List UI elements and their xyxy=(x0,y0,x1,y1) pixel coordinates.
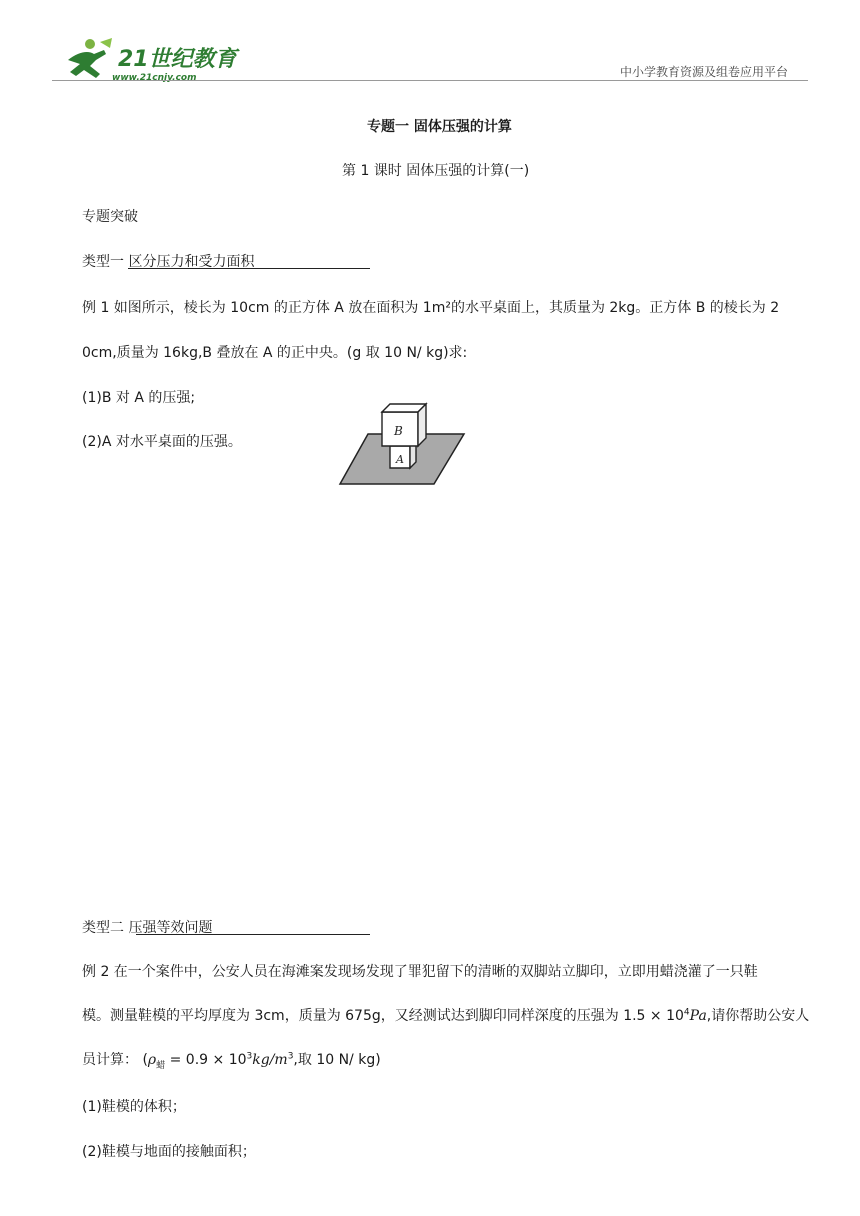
type2-heading: 类型二 压强等效问题 xyxy=(82,920,213,936)
runner-icon xyxy=(68,38,112,78)
logo-url: www.21cnjy.com xyxy=(112,73,197,83)
example1-question1: (1)B 对 A 的压强; xyxy=(82,390,196,406)
cube-b xyxy=(382,404,426,446)
example2-line2-text: 模。测量鞋模的平均厚度为 3cm，质量为 675g，又经测试达到脚印同样深度的压强为 1.5 × 10 xyxy=(82,1008,684,1024)
header-right-text: 中小学教育资源及组卷应用平台 xyxy=(620,65,789,79)
example2-question1: (1)鞋模的体积； xyxy=(82,1099,186,1115)
rho-symbol: ρ xyxy=(147,1052,157,1068)
cubes-figure xyxy=(338,400,468,488)
example1-line1: 例 1 如图所示，棱长为 10cm 的正方体 A 放在面积为 1m²的水平桌面上，其质量为 2kg。正方体 B 的棱长为 2 xyxy=(82,300,780,316)
logo xyxy=(60,36,240,86)
unit: Pa xyxy=(689,1008,707,1024)
page-subtitle: 第 1 课时 固体压强的计算(一) xyxy=(342,163,530,179)
type2-underline xyxy=(136,934,370,935)
example2-line2-tail: ,请你帮助公安人 xyxy=(706,1008,810,1024)
example2-line3 xyxy=(82,1049,381,1071)
exponent: 4 xyxy=(683,1007,690,1018)
type1-underline xyxy=(128,268,370,269)
logo-text: 21世纪教育 xyxy=(118,47,237,72)
exponent: 3 xyxy=(287,1051,294,1062)
cube-a-label: A xyxy=(396,453,404,466)
exponent: 3 xyxy=(246,1051,253,1062)
example2-line3-text: 员计算： ( xyxy=(82,1052,148,1068)
example2-line2 xyxy=(82,1005,809,1025)
example2-question2: (2)鞋模与地面的接触面积； xyxy=(82,1144,256,1160)
rho-subscript: 蜡 xyxy=(156,1060,166,1071)
example2-line1: 例 2 在一个案件中，公安人员在海滩案发现场发现了罪犯留下的清晰的双脚站立脚印，立即用蜡浇灌了一只鞋 xyxy=(82,964,758,980)
header-divider xyxy=(52,80,808,81)
section-heading: 专题突破 xyxy=(82,209,138,225)
cube-b-label: B xyxy=(394,424,403,438)
unit: kg/m xyxy=(252,1052,288,1068)
example1-question2: (2)A 对水平桌面的压强。 xyxy=(82,434,242,450)
equation: = 0.9 × 10 xyxy=(165,1052,247,1068)
example1-line2: 0cm,质量为 16kg,B 叠放在 A 的正中央。(g 取 10 N/ kg)求: xyxy=(82,345,468,361)
page-title: 专题一 固体压强的计算 xyxy=(367,119,512,135)
example2-line3-tail: ,取 10 N/ kg) xyxy=(293,1052,381,1068)
type1-heading: 类型一 区分压力和受力面积 xyxy=(82,254,255,270)
